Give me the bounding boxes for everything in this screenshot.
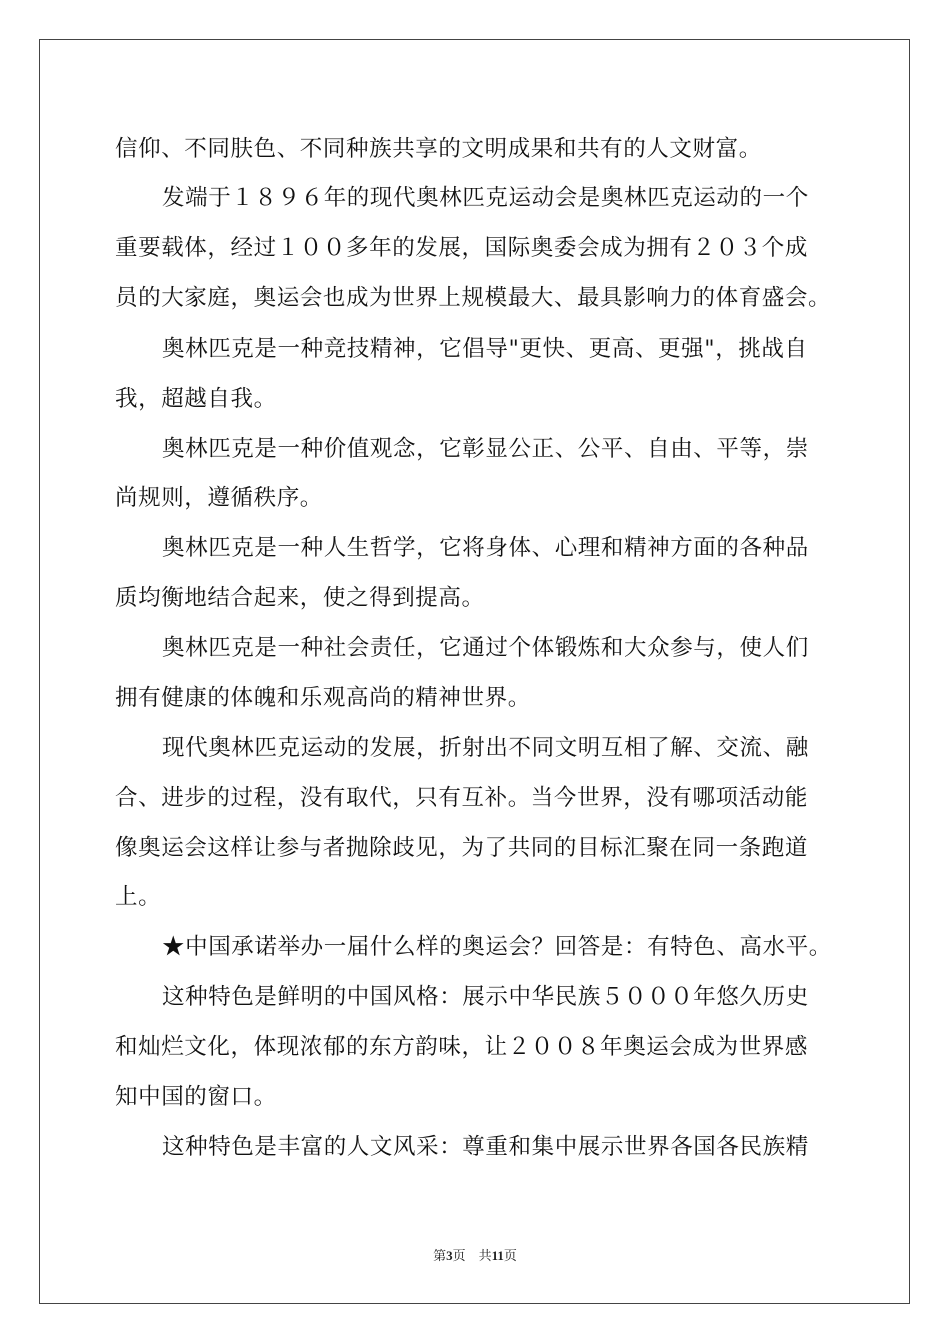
paragraph-start-line: 奥林匹克是一种价值观念，它彰显公正、公平、自由、平等，崇 [162,436,809,462]
text-line: 上。 [115,884,162,910]
page-footer [0,1247,950,1265]
paragraph-start-line: ★中国承诺举办一届什么样的奥运会？回答是：有特色、高水平。 [162,934,832,960]
paragraph-start-line: 奥林匹克是一种竞技精神，它倡导"更快、更高、更强"，挑战自 [162,336,808,362]
page-suffix: 页 [503,1248,517,1263]
paragraph-start-line: 发端于１８９６年的现代奥林匹克运动会是奥林匹克运动的一个 [162,185,809,211]
page-mid: 页 共 [452,1248,492,1263]
page-prefix: 第 [433,1248,447,1263]
text-line: 和灿烂文化，体现浓郁的东方韵味，让２００８年奥运会成为世界感 [115,1034,809,1060]
paragraph-start-line: 这种特色是鲜明的中国风格：展示中华民族５０００年悠久历史 [162,984,809,1010]
text-line: 重要载体，经过１００多年的发展，国际奥委会成为拥有２０３个成 [115,235,809,261]
current-page-number: 3 [446,1248,453,1263]
paragraph-start-line: 奥林匹克是一种社会责任，它通过个体锻炼和大众参与，使人们 [162,635,809,661]
paragraph-start-line: 现代奥林匹克运动的发展，折射出不同文明互相了解、交流、融 [162,735,809,761]
total-page-count: 11 [491,1248,504,1263]
paragraph-start-line: 这种特色是丰富的人文风采：尊重和集中展示世界各国各民族精 [162,1134,809,1160]
text-line: 合、进步的过程，没有取代，只有互补。当今世界，没有哪项活动能 [115,785,809,811]
text-line: 员的大家庭，奥运会也成为世界上规模最大、最具影响力的体育盛会。 [115,285,832,311]
text-line: 知中国的窗口。 [115,1084,277,1110]
page-border [39,39,910,1304]
paragraph-start-line: 奥林匹克是一种人生哲学，它将身体、心理和精神方面的各种品 [162,535,809,561]
text-line: 拥有健康的体魄和乐观高尚的精神世界。 [115,685,531,711]
text-line: 我，超越自我。 [115,386,277,412]
text-line: 信仰、不同肤色、不同种族共享的文明成果和共有的人文财富。 [115,136,762,162]
text-line: 质均衡地结合起来，使之得到提高。 [115,585,485,611]
text-line: 尚规则，遵循秩序。 [115,485,323,511]
text-line: 像奥运会这样让参与者抛除歧见，为了共同的目标汇聚在同一条跑道 [115,835,809,861]
